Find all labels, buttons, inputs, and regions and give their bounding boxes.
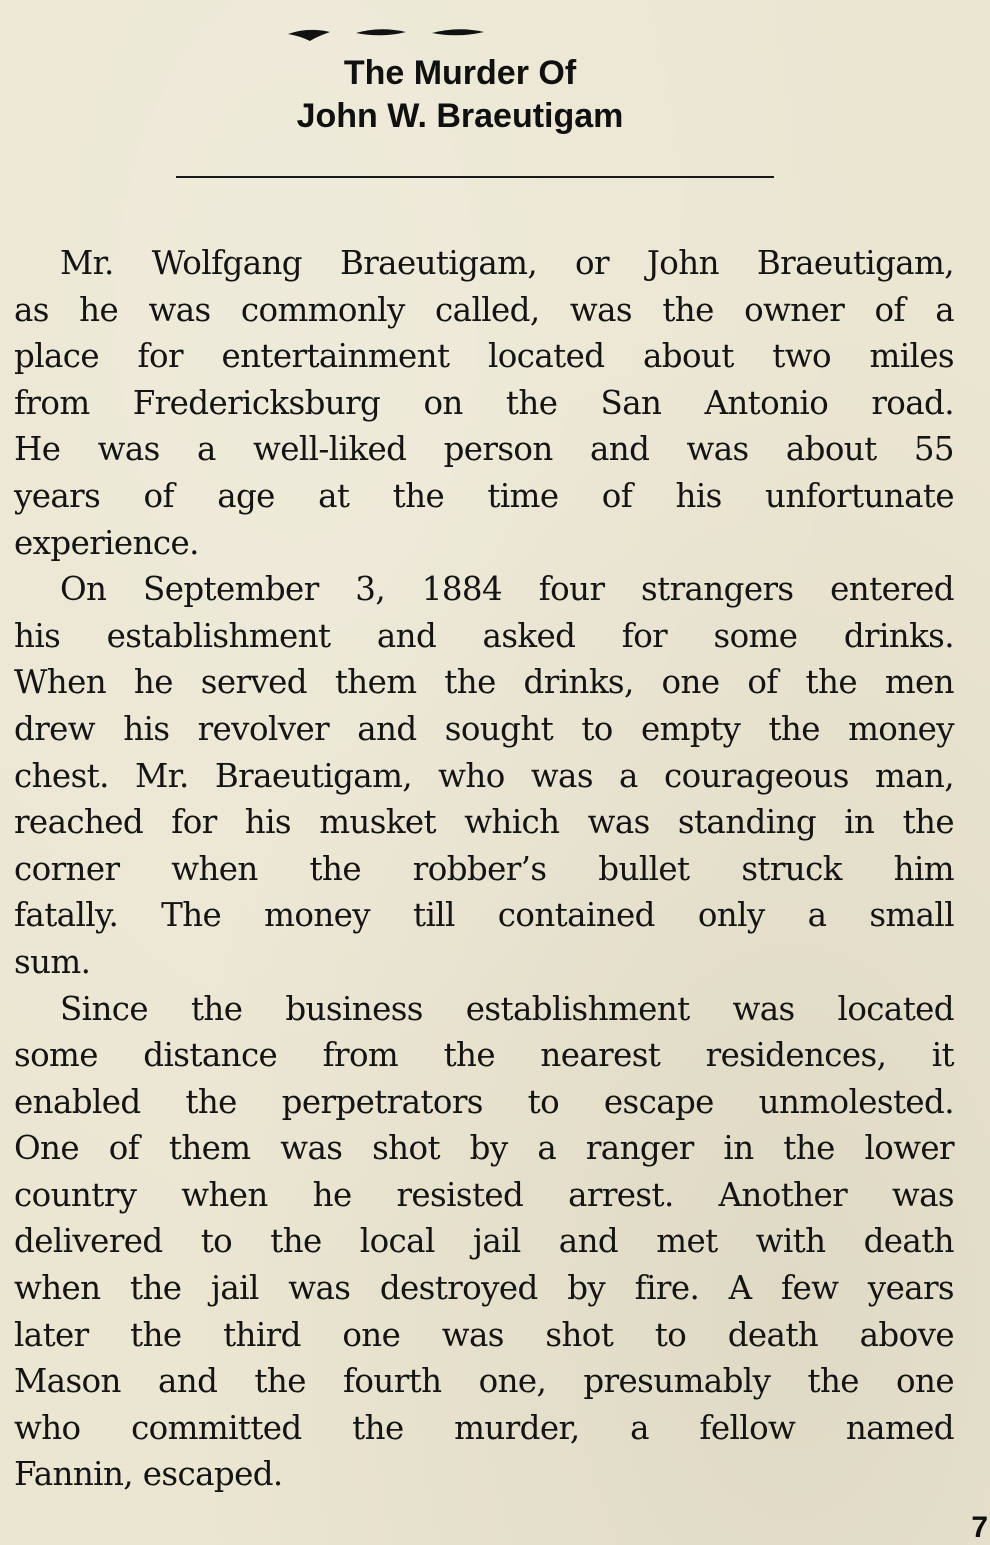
text-line: corner when the robber’s bullet struck him [14,849,954,888]
text-line: drew his revolver and sought to empty the money [14,709,954,748]
text-line: Mason and the fourth one, presumably the one [14,1362,954,1401]
title-divider [176,176,774,178]
ornament-dash-right [432,29,484,35]
text-line: reached for his musket which was standing in the [14,803,954,842]
text-line: later the third one was shot to death above [14,1315,954,1354]
text-line: Since the business establishment was located [60,989,954,1028]
text-line: On September 3, 1884 four strangers entered [60,570,954,609]
text-line: as he was commonly called, was the owner of a [14,290,954,329]
text-line: fatally. The money till contained only a small [14,896,954,935]
text-line: place for entertainment located about two miles [14,337,954,376]
page-number: 7 [971,1511,988,1544]
text-line: some distance from the nearest residences, it [14,1036,954,1075]
text-line: One of them was shot by a ranger in the lower [14,1129,954,1168]
text-line: Fannin, escaped. [14,1455,283,1494]
paragraph [14,240,954,566]
text-line: country when he resisted arrest. Another was [14,1175,954,1214]
text-line: experience. [14,523,199,562]
text-line: his establishment and asked for some drinks. [14,616,954,655]
title-ornament [286,24,486,44]
text-line: delivered to the local jail and met with death [14,1222,954,1261]
text-line: Mr. Wolfgang Braeutigam, or John Braeutigam, [60,244,954,282]
article-title [180,52,740,138]
ornament-dash-left [288,30,330,41]
text-line: sum. [14,942,91,981]
ornament-dash-middle [356,29,406,35]
text-line: when the jail was destroyed by fire. A few years [14,1269,954,1308]
text-line: from Fredericksburg on the San Antonio road. [14,383,954,422]
text-line: When he served them the drinks, one of the men [14,663,954,702]
paragraph [14,566,954,985]
text-line: years of age at the time of his unfortunate [14,476,954,515]
title-line-2: John W. Braeutigam [296,97,624,135]
text-line: who committed the murder, a fellow named [14,1408,954,1447]
text-line: chest. Mr. Braeutigam, who was a courageous man, [14,756,954,795]
text-line: He was a well-liked person and was about 55 [14,430,954,469]
text-line: enabled the perpetrators to escape unmolested. [14,1082,954,1121]
paragraph [14,986,954,1499]
article-body [14,240,954,1498]
title-line-1: The Murder Of [343,54,577,92]
